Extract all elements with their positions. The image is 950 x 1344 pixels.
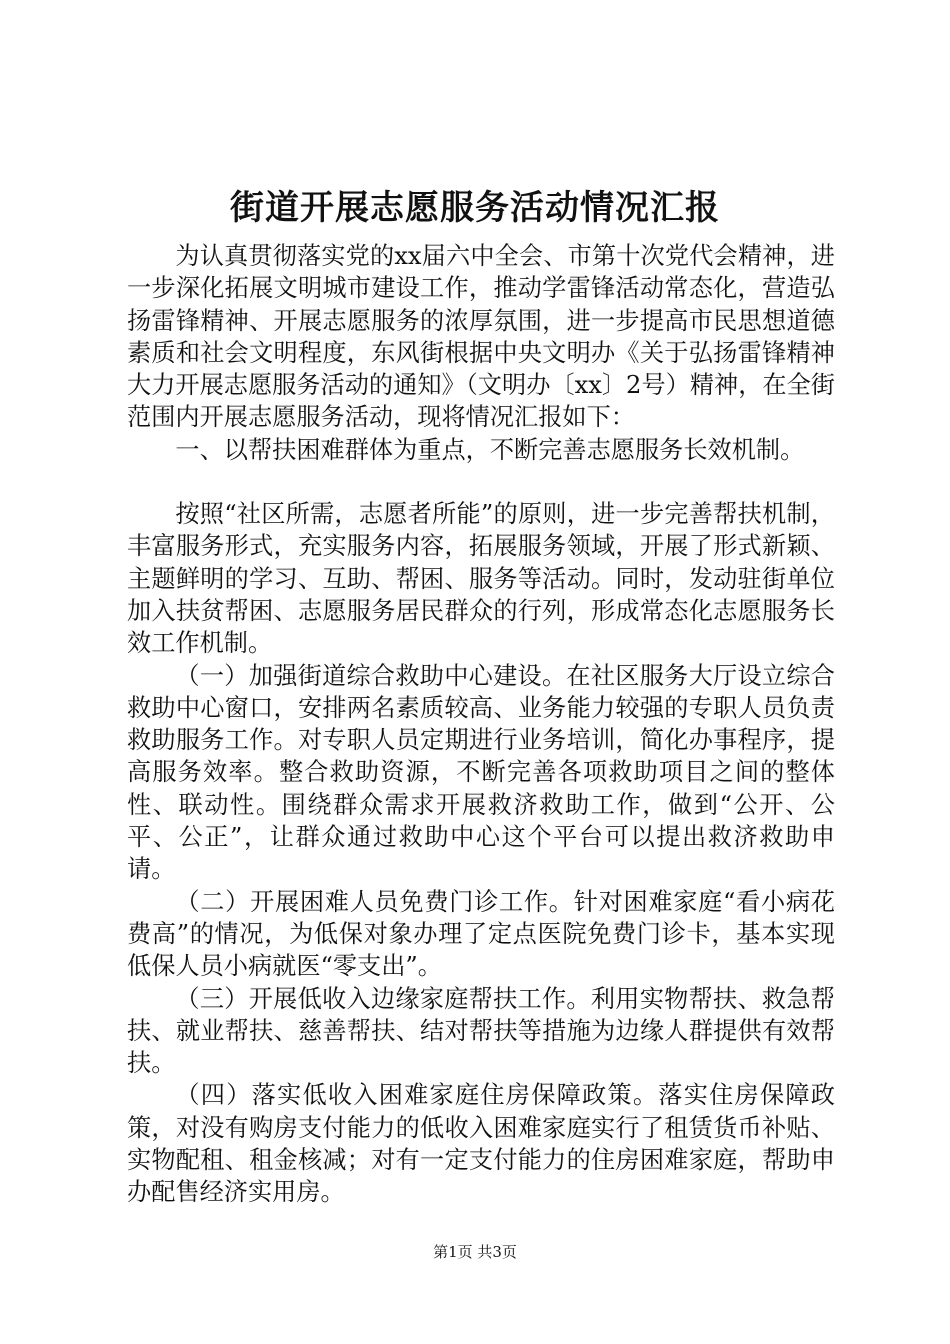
paragraph-principle: 按照“社区所需，志愿者所能”的原则，进一步完善帮扶机制，丰富服务形式，充实服务内容，拓展服务领域，开展了形式新颖、主题鲜明的学习、互助、帮困、服务等活动。同时，发动驻街单位加入扶贫帮困、志愿服务居民群众的行列，形成常态化志愿服务长效工作机制。 [127,500,835,658]
paragraph-item-1: （一）加强街道综合救助中心建设。在社区服务大厅设立综合救助中心窗口，安排两名素质较高、业务能力较强的专职人员负责救助服务工作。对专职人员定期进行业务培训，简化办事程序，提高服务效率。整合救助资源，不断完善各项救助项目之间的整体性、联动性。围绕群众需求开展救济救助工作，做到“公开、公平、公正”，让群众通过救助中心这个平台可以提出救济救助申请。 [127,661,835,884]
paragraph-item-4: （四）落实低收入困难家庭住房保障政策。落实住房保障政策，对没有购房支付能力的低收入困难家庭实行了租赁货币补贴、实物配租、租金核减；对有一定支付能力的住房困难家庭，帮助申办配售经济实用房。 [127,1081,835,1207]
section-heading-1: 一、以帮扶困难群体为重点，不断完善志愿服务长效机制。 [175,435,805,464]
document-body [127,240,835,1209]
page-number: 第1页 共3页 [433,1243,517,1261]
paragraph-item-2: （二）开展困难人员免费门诊工作。针对困难家庭“看小病花费高”的情况，为低保对象办理了定点医院免费门诊卡，基本实现低保人员小病就医“零支出”。 [127,887,835,981]
document-title: 街道开展志愿服务活动情况汇报 [230,188,720,228]
paragraph-intro: 为认真贯彻落实党的xx届六中全会、市第十次党代会精神，进一步深化拓展文明城市建设工作，推动学雷锋活动常态化，营造弘扬雷锋精神、开展志愿服务的浓厚氛围，进一步提高市民思想道德素质和社会文明程度，东风街根据中央文明办《关于弘扬雷锋精神大力开展志愿服务活动的通知》（文明办〔xx〕2号）精神，在全街范围内开展志愿服务活动，现将情况汇报如下： [127,242,835,432]
paragraph-item-3: （三）开展低收入边缘家庭帮扶工作。利用实物帮扶、救急帮扶、就业帮扶、慈善帮扶、结对帮扶等措施为边缘人群提供有效帮扶。 [127,984,835,1078]
blank-line [127,466,835,498]
